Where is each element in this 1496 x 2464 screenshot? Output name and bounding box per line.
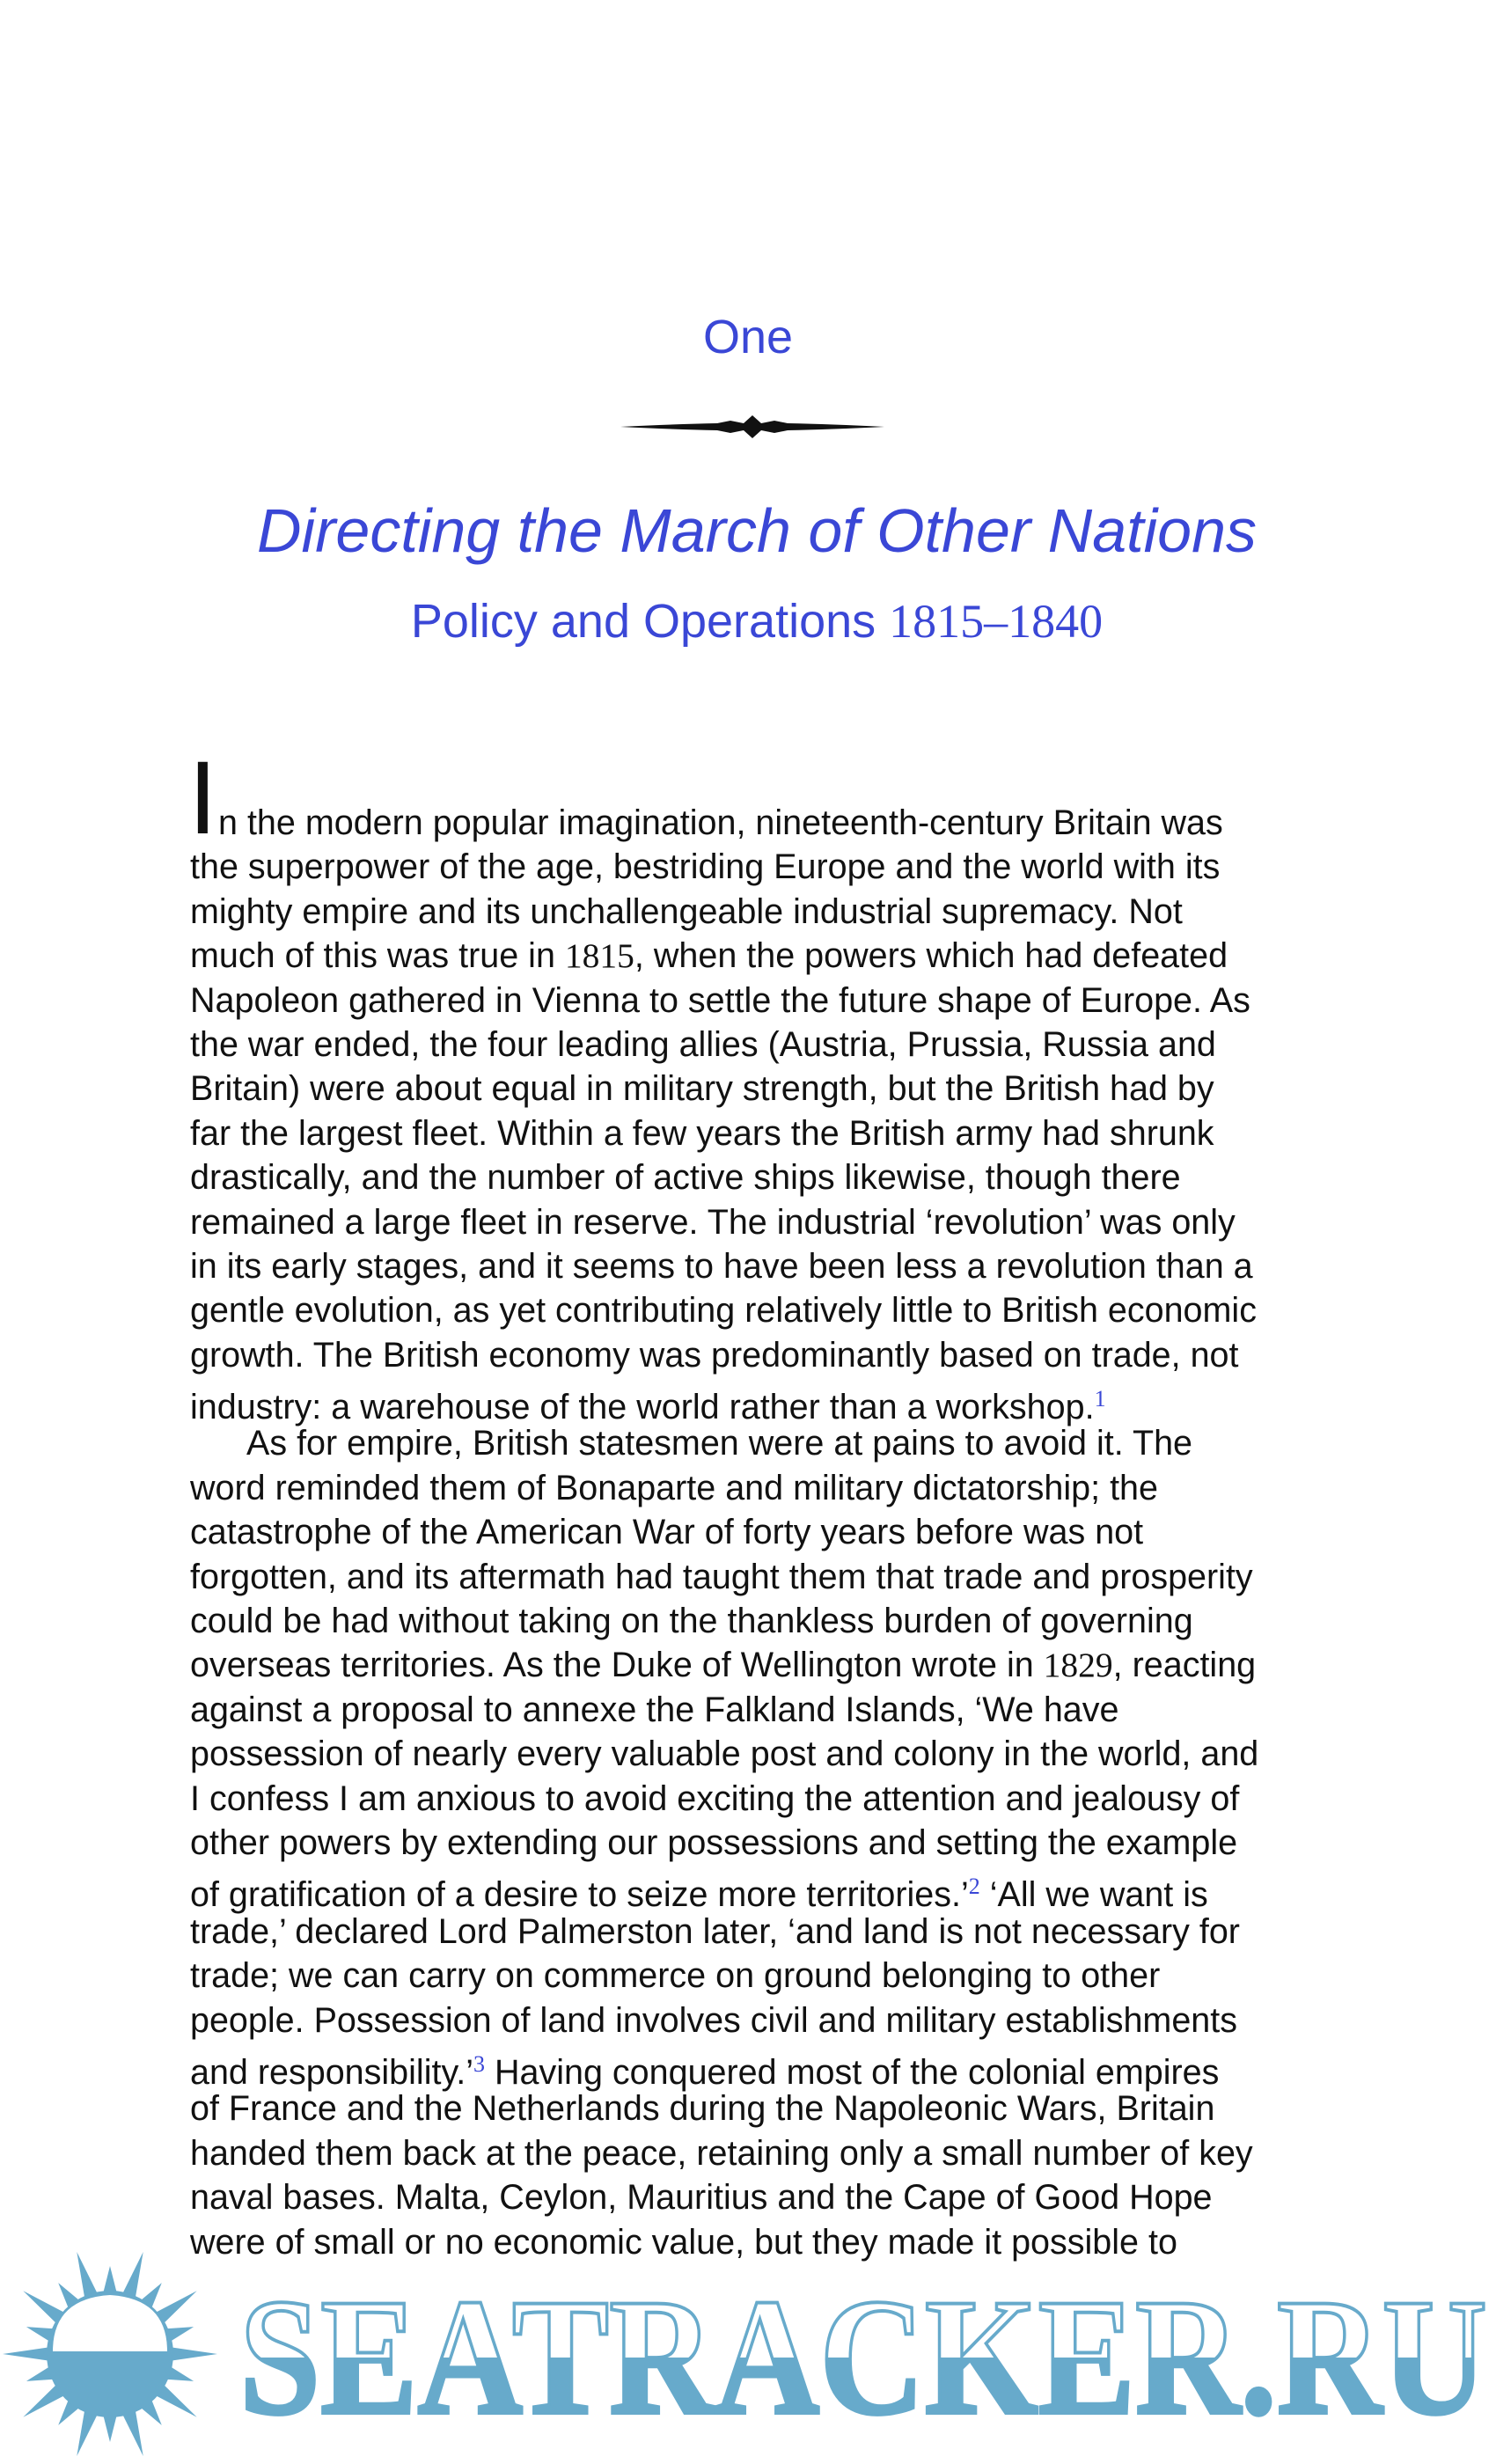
text-line [190,2175,1334,2219]
text-segment: people. Possession of land involves civil and military establishments [190,2000,1237,2040]
text-segment: other powers by extending our possessions and setting the example [190,1822,1238,1862]
sun-ray [122,2410,143,2456]
text-segment: much of this was true in [190,936,565,976]
text-segment: gentle evolution, as yet contributing relatively little to British economic [190,1291,1257,1331]
sun-ray [77,2252,98,2298]
sun-ray [103,2416,116,2442]
chapter-subtitle [0,594,1496,649]
text-segment: forgotten, and its aftermath had taught them that trade and prosperity [190,1557,1253,1596]
text-segment: naval bases. Malta, Ceylon, Mauritius and the Cape of Good Hope [190,2178,1213,2218]
text-segment: the superpower of the age, bestriding Europe and the world with its [190,847,1221,887]
text-line [190,1333,1334,1377]
text-segment: of gratification of a desire to seize more territories.’ [190,1875,969,1915]
text-line [190,1155,1334,1199]
text-segment: n the modern popular imagination, nineteenth-century Britain was [218,803,1223,842]
text-line [190,1510,1334,1554]
text-segment: 1829 [1043,1646,1113,1685]
sun-ray [3,2347,48,2360]
text-line [190,1466,1334,1510]
footnote-ref[interactable]: 3 [473,2050,486,2077]
sun-ray [103,2266,116,2292]
text-line [190,2086,1334,2130]
text-segment: industry: a warehouse of the world rather than a workshop. [190,1388,1095,1427]
text-line [190,1910,1334,1954]
text-segment: ‘All we want is [979,1875,1208,1915]
text-segment: Napoleon gathered in Vienna to settle the future shape of Europe. As [190,980,1250,1020]
text-line [190,1200,1334,1244]
text-line [190,1777,1334,1821]
text-line [190,801,1334,845]
text-line [190,1421,1334,1465]
text-segment: Britain) were about equal in military strength, but the British had by [190,1069,1214,1109]
text-line [190,934,1334,978]
subtitle-years: 1815–1840 [889,595,1104,648]
text-segment: , when the powers which had defeated [634,936,1228,976]
text-line [190,1732,1334,1776]
text-line [190,1244,1334,1288]
text-segment: word reminded them of Bonaparte and military dictatorship; the [190,1468,1158,1507]
text-line [190,1599,1334,1643]
text-segment: trade; we can carry on commerce on ground belonging to other [190,1956,1161,1996]
text-segment: handed them back at the peace, retaining only a small number of key [190,2133,1253,2173]
sun-ray [122,2252,143,2298]
footnote-ref[interactable]: 1 [1094,1386,1106,1412]
text-segment: overseas territories. As the Duke of Wellington wrote in [190,1646,1044,1685]
text-segment: Having conquered most of the colonial empires [485,2052,1220,2092]
watermark-text: SEATRACKER.RU [239,2265,1487,2450]
text-segment: against a proposal to annexe the Falkland Islands, ‘We have [190,1690,1119,1729]
text-line [190,1111,1334,1155]
text-line [190,1865,1334,1915]
drop-cap: I [188,740,217,856]
text-segment: far the largest fleet. Within a few years the British army had shrunk [190,1113,1214,1153]
text-segment: growth. The British economy was predominantly based on trade, not [190,1335,1239,1375]
text-segment: remained a large fleet in reserve. The industrial ‘revolution’ was only [190,1202,1236,1242]
text-line [190,1643,1334,1687]
text-line [190,2131,1334,2175]
text-line [190,1821,1334,1865]
sun-icon [3,2252,217,2456]
text-line [190,1688,1334,1732]
text-line [190,1998,1334,2042]
subtitle-text: Policy and Operations [410,595,890,648]
body-text [190,801,1334,2264]
text-segment: the war ended, the four leading allies (Austria, Prussia, Russia and [190,1024,1216,1064]
text-segment: in its early stages, and it seems to have been less a revolution than a [190,1246,1253,1286]
text-segment: , reacting [1112,1646,1257,1685]
text-segment: I confess I am anxious to avoid exciting the attention and jealousy of [190,1778,1240,1818]
text-line [190,1954,1334,1998]
sun-ray [77,2410,98,2456]
ornament-divider [620,414,884,440]
text-segment: 1815 [564,936,634,976]
text-line [190,1067,1334,1111]
text-line [190,1377,1334,1427]
text-line [190,979,1334,1023]
chapter-number: One [702,311,794,363]
text-line [190,1555,1334,1599]
text-line [190,845,1334,889]
text-segment: catastrophe of the American War of forty years before was not [190,1513,1144,1552]
text-segment: As for empire, British statesmen were at pains to avoid it. The [246,1424,1193,1463]
text-line [190,890,1334,934]
text-segment: and responsibility.’ [190,2052,474,2092]
text-line [190,1288,1334,1332]
sun-ray [172,2347,217,2360]
footnote-ref[interactable]: 2 [968,1874,980,1900]
text-segment: mighty empire and its unchallengeable industrial supremacy. Not [190,891,1183,931]
watermark-logo [0,2244,1496,2464]
text-segment: could be had without taking on the thankless burden of governing [190,1602,1193,1641]
text-segment: were of small or no economic value, but they made it possible to [190,2222,1177,2262]
text-segment: possession of nearly every valuable post and colony in the world, and [190,1734,1259,1774]
text-line [190,1023,1334,1067]
text-segment: trade,’ declared Lord Palmerston later, ‘and land is not necessary for [190,1911,1240,1951]
text-segment: of France and the Netherlands during the Napoleonic Wars, Britain [190,2089,1215,2129]
chapter-title: Directing the March of Other Nations [256,496,1258,565]
text-segment: drastically, and the number of active ships likewise, though there [190,1158,1181,1198]
text-line [190,2042,1334,2092]
